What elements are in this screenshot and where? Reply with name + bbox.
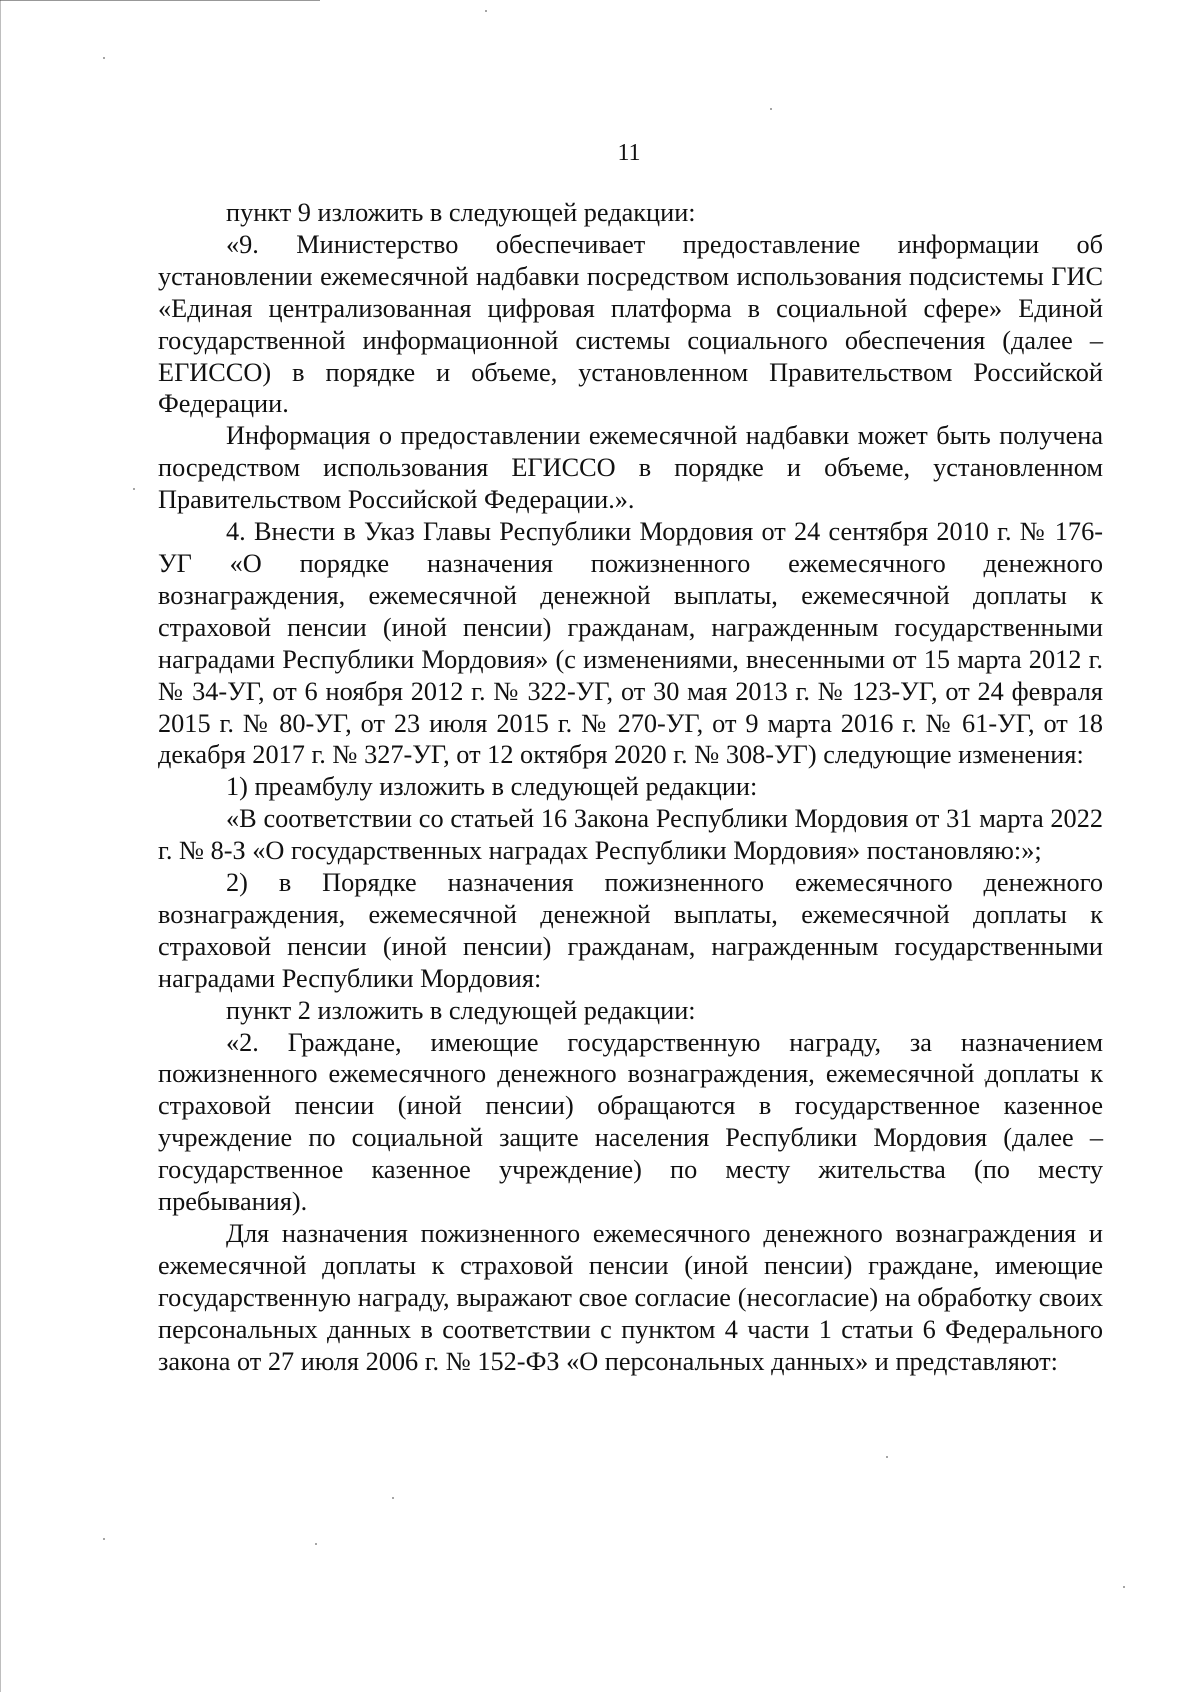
scan-speck	[485, 10, 487, 12]
paragraph: 2) в Порядке назначения пожизненного ежемесячного денежного вознаграждения, ежемесячной денежной выплаты, ежемесячной доплаты к страховой пенсии (иной пенсии) гражданам, награжденным государственными наградами Республики Мордовия:	[158, 868, 1103, 993]
paragraph: пункт 9 изложить в следующей редакции:	[226, 198, 696, 227]
scan-speck	[133, 488, 135, 490]
scan-edge-left	[0, 0, 1, 1692]
paragraph: Для назначения пожизненного ежемесячного денежного вознаграждения и ежемесячной доплаты к страховой пенсии (иной пенсии) граждане, имеющие государственную награду, выражают свое согласие (несогласие) на обработку своих персональных данных в соответствии с пунктом 4 части 1 статьи 6 Федерального закона от 27 июля 2006 г. № 152-ФЗ «О персональных данных» и представляют:	[158, 1219, 1103, 1376]
document-body	[158, 197, 1103, 1378]
scan-speck	[770, 108, 772, 110]
paragraph: 4. Внести в Указ Главы Республики Мордовия от 24 сентября 2010 г. № 176-УГ «О порядке назначения пожизненного ежемесячного денежного вознаграждения, ежемесячной денежной выплаты, ежемесячной доплаты к страховой пенсии (иной пенсии) гражданам, награжденным государственными наградами Республики Мордовия» (с изменениями, внесенными от 15 марта 2012 г. № 34-УГ, от 6 ноября 2012 г. № 322-УГ, от 30 мая 2013 г. № 123-УГ, от 24 февраля 2015 г. № 80-УГ, от 23 июля 2015 г. № 270-УГ, от 9 марта 2016 г. № 61-УГ, от 18 декабря 2017 г. № 327-УГ, от 12 октября 2020 г. № 308-УГ) следующие изменения:	[158, 517, 1103, 770]
scan-speck	[1123, 1586, 1125, 1588]
paragraph: пункт 2 изложить в следующей редакции:	[226, 995, 696, 1025]
paragraph: Информация о предоставлении ежемесячной надбавки может быть получена посредством использования ЕГИССО в порядке и объеме, установленном Правительством Российской Федерации.».	[158, 421, 1103, 515]
paragraph: «2. Граждане, имеющие государственную награду, за назначением пожизненного ежемесячного денежного вознаграждения, ежемесячной доплаты к страховой пенсии (иной пенсии) обращаются в государственное казенное учреждение по социальной защите населения Республики Мордовия (далее – государственное казенное учреждение) по месту жительства (по месту пребывания).	[158, 1027, 1103, 1217]
scan-speck	[103, 57, 105, 59]
scan-edge-top	[0, 0, 320, 1]
scan-speck	[103, 1538, 105, 1540]
page-number: 11	[617, 140, 641, 166]
scan-speck	[392, 1497, 394, 1499]
paragraph: 1) преамбулу изложить в следующей редакции:	[226, 772, 758, 802]
scan-speck	[315, 1543, 317, 1545]
scan-speck	[886, 1456, 888, 1458]
paragraph: «9. Министерство обеспечивает предоставление информации об установлении ежемесячной надбавки посредством использования подсистемы ГИС «Единая централизованная цифровая платформа в социальной сфере» Единой государственной информационной системы социального обеспечения (далее – ЕГИССО) в порядке и объеме, установленном Правительством Российской Федерации.	[158, 229, 1103, 419]
paragraph: «В соответствии со статьей 16 Закона Республики Мордовия от 31 марта 2022 г. № 8-З «О государственных наградах Республики Мордовия» постановляю:»;	[158, 804, 1103, 866]
